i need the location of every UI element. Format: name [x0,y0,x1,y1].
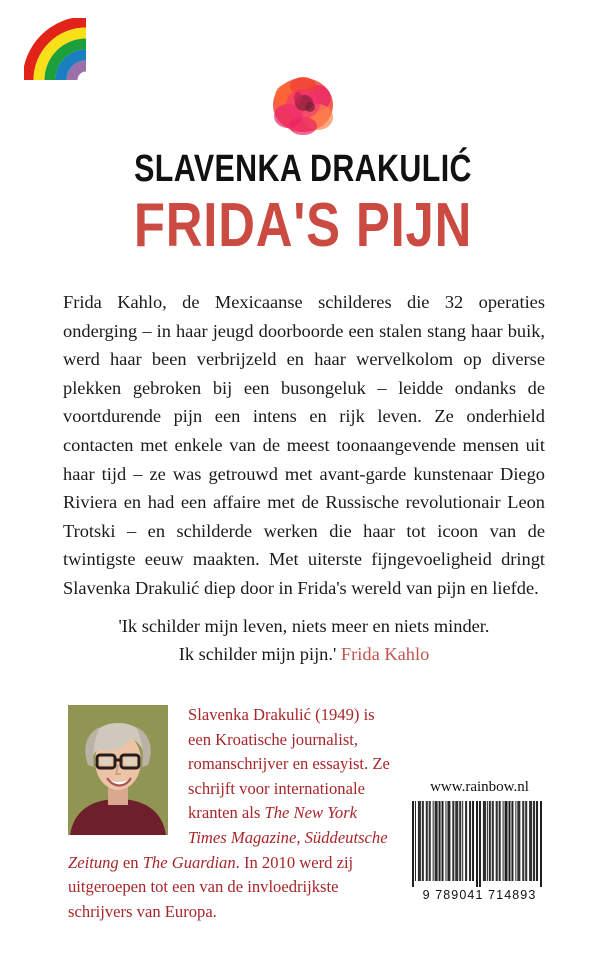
bio-italic-run: The Guardian [142,852,236,872]
quote-line-2-text: Ik schilder mijn pijn.' [178,644,337,664]
bio-run: , [296,827,305,847]
author-name: SLAVENKA DRAKULIĆ [134,148,472,190]
pull-quote [63,612,545,668]
blurb-text: Frida Kahlo, de Mexicaanse schilderes die 32 operaties onderging – in haar jeugd doorboorde een stalen stang haar buik, werd haar been verbrijzeld en haar wervelkolom op diverse plekken gebroken bij een busongeluk – leidde ondanks de voortdurende pijn een intens en rijk leven. Ze onderhield contacten met enkele van de meest toonaangevende mensen uit haar tijd – ze was getrouwd met avant-garde kunstenaar Diego Riviera en had een affaire met de Russische revolutionair Leon Trotski – en schilderde werken die haar tot icoon van de twintigste eeuw maakten. Met uiterste fijngevoeligheid dringt Slavenka Drakulić diep door in Frida's wereld van pijn en liefde. [63,292,545,598]
bio-italic-run: Süddeutsche Zeitung [68,827,388,872]
publisher-url: www.rainbow.nl [430,779,529,795]
bio-run: en [118,852,143,872]
barcode-digits: 9 789041 714893 [422,888,537,902]
barcode-image [412,801,543,887]
quote-attribution: Frida Kahlo [340,644,430,664]
author-bio [68,703,398,924]
bio-run: Slavenka Drakulić (1949) is een Kroatische journalist, romanschrijver en essayist. Ze schrijft voor internationale kranten als [188,705,390,823]
quote-line-2 [63,640,545,668]
rainbow-logo [24,18,88,82]
book-title: FRIDA'S PIJN [133,191,473,260]
red-flower-illustration [270,74,336,136]
barcode-block [412,778,547,902]
photo-wrap-spacer [68,703,188,836]
quote-line-1: 'Ik schilder mijn leven, niets meer en niets minder. [118,616,490,636]
bio-run: . In 2010 werd zij uitgeroepen tot een van de invloedrijkste schrijvers van Europa. [68,852,354,921]
bio-italic-run: The New York Times Magazine [188,803,358,847]
